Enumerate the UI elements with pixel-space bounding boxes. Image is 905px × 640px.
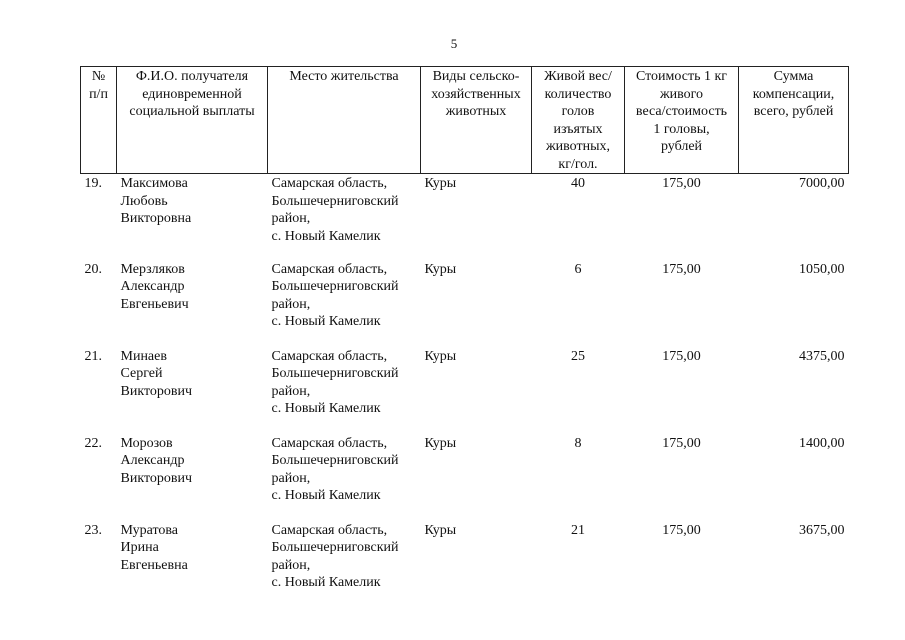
recipient-name-line: Викторович [120,470,193,486]
header-recipient-name [117,67,268,174]
live-weight: 8 [574,435,582,451]
residence-address-line: Самарская область, [271,522,388,538]
total-sum: 3675,00 [799,522,845,538]
residence-address-line: район, [271,557,311,573]
table-row [81,261,849,348]
residence-address-line: район, [271,211,311,226]
residence-address-line: с. Новый Камелик [271,575,381,590]
recipient-name-line: Морозов [120,435,173,451]
residence-address-line: Большечерниговский [271,193,399,209]
header-text-line: Место жительства [289,69,399,84]
animal-type: Куры [424,261,457,277]
residence-address [268,348,421,435]
residence-address-line: с. Новый Камелик [271,314,381,329]
residence-address-line: Самарская область, [271,348,388,364]
header-text-line: единовременной [142,86,242,102]
recipient-name-line: Максимова [120,176,188,191]
recipient-name-line: Мерзляков [120,261,185,277]
recipient-name-line: Ирина [120,540,159,555]
header-text-line: изъятых [553,121,603,137]
total-sum: 4375,00 [799,348,845,364]
residence-address [268,522,421,609]
total-sum: 1400,00 [799,435,845,451]
header-text-line: голов [561,104,595,119]
row-number: 20. [84,261,102,277]
table-row [81,435,849,522]
page-number: 5 [450,36,458,51]
header-text-line: всего, рублей [753,104,834,119]
recipient-name [117,174,268,261]
table-row [81,348,849,435]
header-text-line: № [91,69,106,84]
header-text-line: рублей [660,139,703,154]
recipient-name-line: Викторовна [120,211,192,226]
recipient-name-line: Сергей [120,366,163,381]
header-text-line: кг/гол. [558,156,598,172]
recipient-name-line: Муратова [120,522,179,538]
compensation-table [80,66,849,609]
unit-cost: 175,00 [662,348,701,364]
header-text-line: Виды сельско- [432,69,520,84]
live-weight: 25 [571,348,585,364]
recipient-name [117,348,268,435]
residence-address-line: Самарская область, [271,435,388,451]
animal-type: Куры [424,522,457,538]
recipient-name-line: Евгеньевич [120,296,189,312]
table-row [81,522,849,609]
header-residence [268,67,421,174]
header-text-line: Живой вес/ [544,69,612,84]
header-text-line: хозяйственных [431,86,521,102]
live-weight: 21 [571,522,585,538]
table-header-row [81,67,849,174]
recipient-name-line: Любовь [120,193,168,209]
unit-cost: 175,00 [662,176,701,191]
header-total-sum [739,67,849,174]
header-text-line: Ф.И.О. получателя [135,69,249,84]
recipient-name-line: Евгеньевна [120,557,188,573]
residence-address-line: Самарская область, [271,176,388,191]
header-text-line: Сумма [773,69,814,84]
row-number: 23. [84,522,102,538]
header-text-line: животных [445,104,507,119]
header-live-weight [532,67,625,174]
residence-address [268,174,421,261]
total-sum: 7000,00 [799,176,845,191]
recipient-name-line: Александр [120,453,185,468]
table-row [81,174,849,261]
header-text-line: Стоимость 1 кг [635,69,728,84]
recipient-name [117,435,268,522]
residence-address-line: район, [271,470,311,486]
header-text-line: животных, [545,139,610,154]
animal-type: Куры [424,176,457,191]
unit-cost: 175,00 [662,261,701,277]
header-text-line: веса/стоимость [635,104,728,119]
header-unit-cost [625,67,739,174]
total-sum: 1050,00 [799,261,845,277]
residence-address-line: Большечерниговский [271,366,399,381]
recipient-name-line: Минаев [120,348,167,364]
header-text-line: компенсации, [752,86,835,102]
residence-address-line: Большечерниговский [271,279,399,294]
header-animal-type [421,67,532,174]
header-number [81,67,117,174]
unit-cost: 175,00 [662,522,701,538]
residence-address-line: район, [271,296,311,312]
row-number: 21. [84,348,102,364]
unit-cost: 175,00 [662,435,701,451]
table-body [81,174,849,609]
residence-address-line: с. Новый Камелик [271,228,381,244]
live-weight: 40 [571,176,585,191]
animal-type: Куры [424,348,457,364]
residence-address [268,435,421,522]
residence-address [268,261,421,348]
row-number: 22. [84,435,102,451]
header-text-line: 1 головы, [653,121,710,137]
recipient-name [117,261,268,348]
recipient-name-line: Викторович [120,383,193,399]
recipient-name [117,522,268,609]
row-number: 19. [84,176,102,191]
live-weight: 6 [574,261,582,277]
residence-address-line: район, [271,383,311,399]
animal-type: Куры [424,435,457,451]
header-text-line: социальной выплаты [129,104,255,119]
residence-address-line: Самарская область, [271,261,388,277]
header-text-line: количество [544,86,612,102]
residence-address-line: с. Новый Камелик [271,488,381,503]
residence-address-line: Большечерниговский [271,540,399,555]
residence-address-line: Большечерниговский [271,453,399,468]
header-text-line: п/п [89,86,108,102]
header-text-line: живого [659,86,704,102]
residence-address-line: с. Новый Камелик [271,401,381,416]
recipient-name-line: Александр [120,279,185,294]
